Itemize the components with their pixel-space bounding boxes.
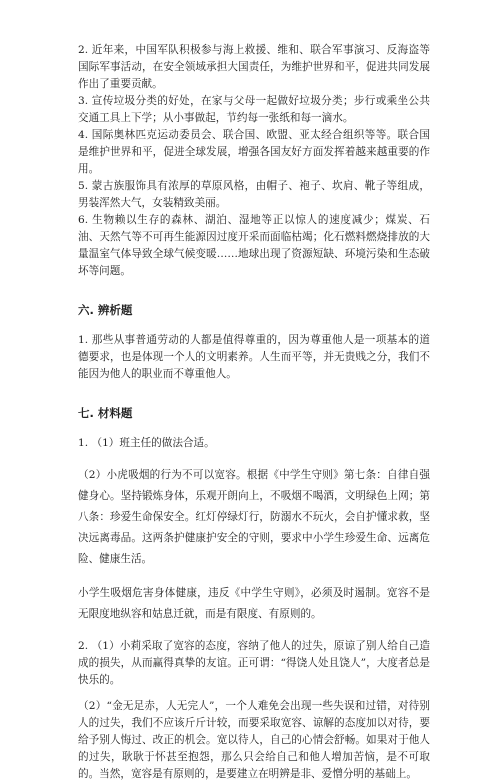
spacer — [78, 383, 430, 405]
spacer — [78, 422, 430, 435]
material-q1-part3: 小学生吸烟危害身体健康，违反《中学生守则》，必须及时遏制。宽容不是无限度地纵容和姑息迁就，而是有限度、有原则的。 — [78, 587, 430, 620]
answer-content — [78, 42, 430, 783]
spacer — [78, 452, 430, 465]
analysis-answer: 1. 那些从事普通劳动的人都是值得尊重的，因为尊重他人是一项基本的道德要求，也是体现一个人的文明素养。人生而平等，并无贵贱之分，我们不能因为他人的职业而不尊重他人。 — [78, 334, 430, 380]
answer-item-3: 3. 宣传垃圾分类的好处，在家与父母一起做好垃圾分类；步行或乘坐公共交通工具上下学；从小事做起，节约每一张纸和每一滴水。 — [78, 95, 430, 124]
spacer — [78, 570, 430, 583]
material-q1-part2: （2）小虎吸烟的行为不可以宽容。根据《中学生守则》第七条：自律自强健身心。坚持锻炼身体，乐观开朗向上，不吸烟不喝酒，文明绿色上网；第八条：珍爱生命保安全。红灯停绿灯行，防溺水不玩火，会自护懂求救，坚决远离毒品。这两条护健康护安全的守则，要求中小学生珍爱生命、远离危险、健康生活。 — [78, 469, 430, 565]
material-q1-part1: 1. （1）班主任的做法合适。 — [78, 437, 215, 449]
spacer — [78, 319, 430, 332]
section-heading-material: 七. 材料题 — [78, 406, 133, 420]
answer-item-5: 5. 蒙古族服饰具有浓厚的草原风格，由帽子、袍子、坎肩、靴子等组成，男装浑然大气，女装精致美丽。 — [78, 180, 430, 209]
material-q2-part2: （2）“金无足赤，人无完人”，一个人难免会出现一些失误和过错，对待别人的过失，我们不应该斤斤计较，而要采取宽容、谅解的态度加以对待，要给予别人悔过、改正的机会。宽以待人，自己的心情会舒畅。如果对于他人的过失，耿耿于怀甚至抱怨，那么只会给自己和他人增加苦恼，是不可取的。当然，宽容是有原则的，是要建立在明辨是非、爱憎分明的基础上。 — [78, 700, 430, 780]
material-q2-part1: 2. （1）小莉采取了宽容的态度，容纳了他人的过失，原谅了别人给自己造成的损失，从而赢得真挚的友谊。正可谓：“得饶人处且饶人”，大度者总是快乐的。 — [78, 640, 430, 686]
spacer — [78, 689, 430, 698]
spacer — [78, 625, 430, 638]
answer-item-4: 4. 国际奥林匹克运动委员会、联合国、欧盟、亚太经合组织等等。联合国是维护世界和平，促进全球发展，增强各国友好方面发挥着越来越重要的作用。 — [78, 129, 430, 175]
spacer — [78, 280, 430, 302]
section-heading-analysis: 六. 辨析题 — [78, 303, 133, 317]
answer-item-6: 6. 生物赖以生存的森林、湖泊、湿地等正以惊人的速度减少；煤炭、石油、天然气等不可再生能源因过度开采而面临枯竭；化石燃料燃烧排放的大量温室气体导致全球气候变暖……地球出现了资源短缺、环境污染和生态破坏等问题。 — [78, 214, 430, 277]
answer-item-2: 2. 近年来，中国军队积极参与海上救援、维和、联合军事演习、反海盗等国际军事活动，在安全领域承担大国责任，为维护世界和平，促进共同发展作出了重要贡献。 — [78, 44, 430, 90]
